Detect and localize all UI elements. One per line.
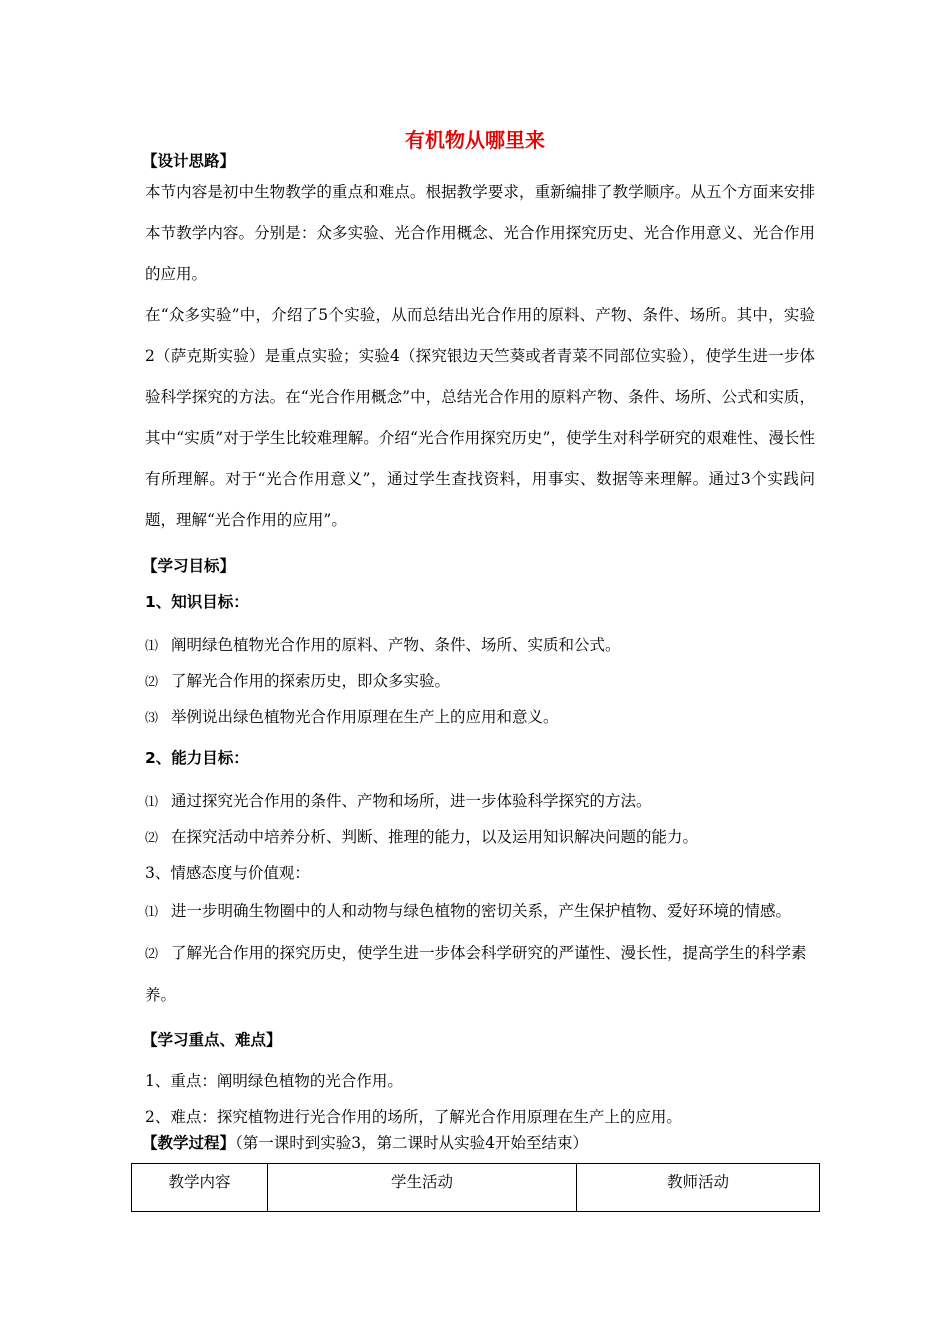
lesson-table <box>131 1163 820 1212</box>
ability-goal-item: ⑵ 在探究活动中培养分析、判断、推理的能力，以及运用知识解决问题的能力。 <box>145 828 699 846</box>
table-header-row <box>132 1164 820 1212</box>
process-heading: 【教学过程】 <box>142 1134 236 1152</box>
design-paragraph-1: 本节内容是初中生物教学的重点和难点。根据教学要求，重新编排了教学顺序。从五个方面来安排本节教学内容。分别是：众多实验、光合作用概念、光合作用探究历史、光合作用意义、光合作用的应用。 <box>145 183 815 283</box>
table-header-teacher: 教师活动 <box>577 1164 820 1212</box>
document-body <box>142 150 815 1135</box>
focus-heading: 【学习重点、难点】 <box>142 1031 282 1049</box>
design-paragraph-2: 在“众多实验”中，介绍了5个实验，从而总结出光合作用的原料、产物、条件、场所。其中，实验2（萨克斯实验）是重点实验；实验4（探究银边天竺葵或者青菜不同部位实验），使学生进一步体验科学探究的方法。在“光合作用概念”中，总结光合作用的原料产物、条件、场所、公式和实质，其中“实质”对于学生比较难理解。介绍“光合作用探究历史”，使学生对科学研究的艰难性、漫长性有所理解。对于“光合作用意义”，通过学生查找资料，用事实、数据等来理解。通过3个实践问题，理解“光合作用的应用”。 <box>145 306 815 529</box>
difficult-point: 2、难点：探究植物进行光合作用的场所，了解光合作用原理在生产上的应用。 <box>145 1108 682 1126</box>
knowledge-goal-item: ⑴ 阐明绿色植物光合作用的原料、产物、条件、场所、实质和公式。 <box>145 636 621 654</box>
knowledge-goals-title: 1、知识目标： <box>145 593 249 611</box>
key-point: 1、重点：阐明绿色植物的光合作用。 <box>145 1072 403 1090</box>
emotion-goal-item: ⑵ 了解光合作用的探究历史，使学生进一步体会科学研究的严谨性、漫长性，提高学生的科学素养。 <box>145 944 807 1004</box>
table-header-student: 学生活动 <box>268 1164 577 1212</box>
process-note: （第一课时到实验3，第二课时从实验4开始至结束） <box>235 1134 588 1152</box>
document-title: 有机物从哪里来 <box>405 128 545 152</box>
table-header-content: 教学内容 <box>132 1164 268 1212</box>
process-heading-line <box>142 1131 588 1153</box>
emotion-goal-item: ⑴ 进一步明确生物圈中的人和动物与绿色植物的密切关系，产生保护植物、爱好环境的情感。 <box>145 902 792 920</box>
knowledge-goal-item: ⑶ 举例说出绿色植物光合作用原理在生产上的应用和意义。 <box>145 708 559 726</box>
emotion-goals-title: 3、情感态度与价值观： <box>145 864 310 882</box>
ability-goals-title: 2、能力目标： <box>145 749 249 767</box>
ability-goal-item: ⑴ 通过探究光合作用的条件、产物和场所，进一步体验科学探究的方法。 <box>145 792 652 810</box>
goals-heading: 【学习目标】 <box>142 557 236 575</box>
knowledge-goal-item: ⑵ 了解光合作用的探索历史，即众多实验。 <box>145 672 451 690</box>
design-heading: 【设计思路】 <box>142 152 236 170</box>
